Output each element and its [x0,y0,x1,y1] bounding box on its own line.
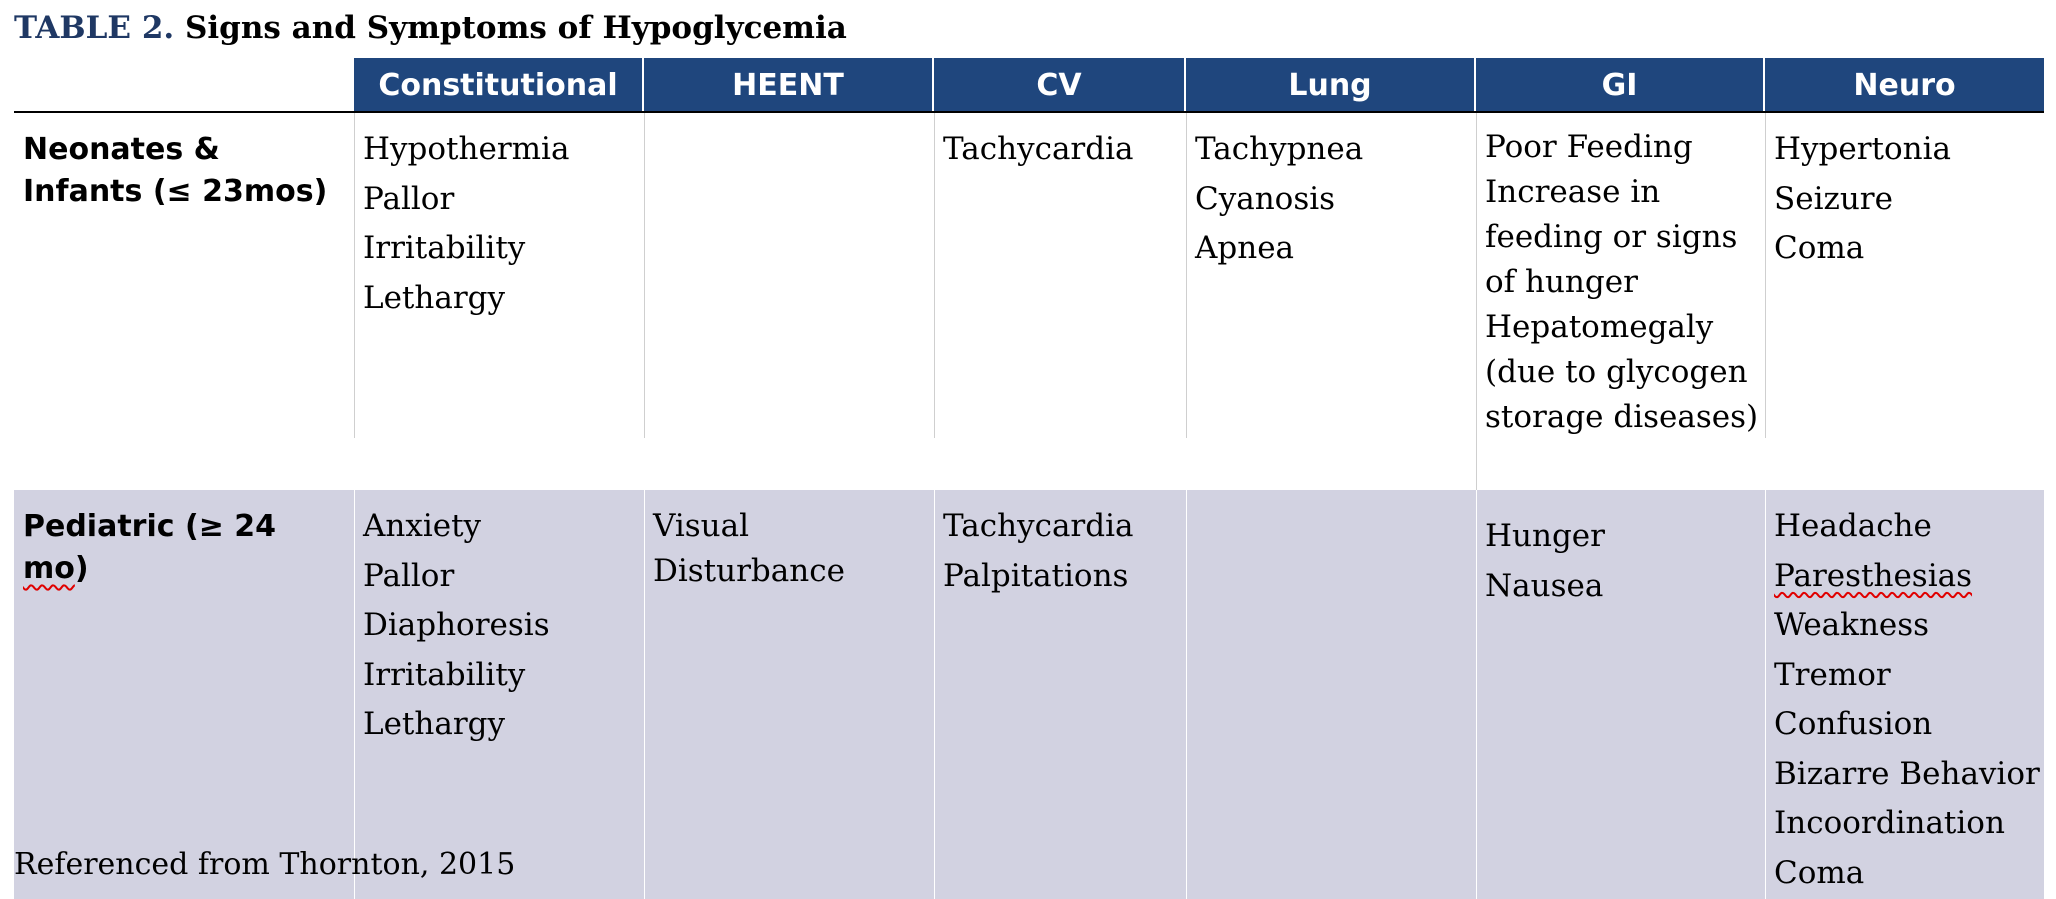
list-item: Apnea [1195,230,1295,266]
row-label-pediatric-close: ) [74,551,89,586]
list-item: Incoordination [1774,805,2005,841]
list-item: Hunger [1485,518,1605,554]
table-title-text: Signs and Symptoms of Hypoglycemia [185,10,847,46]
list-item: Diaphoresis [363,607,550,643]
row-label-pediatric-main: Pediatric (≥ 24 [23,509,277,544]
list-item: Irritability [363,656,526,693]
list-item: Hypothermia [363,131,570,167]
list-item: Tremor [1774,656,1891,693]
list-item: Irritability [363,230,526,266]
cell-neonates-gi [1476,113,1765,492]
list-item: Nausea [1485,567,1604,604]
list-item: Pallor [363,557,455,594]
list-item: Anxiety [363,508,482,544]
cell-pediatric-lung [1186,490,1476,899]
table-footnote: Referenced from Thornton, 2015 [14,847,516,882]
list-item: Headache [1774,508,1932,544]
cell-pediatric-constitutional [354,490,644,899]
header-blank [14,58,354,111]
cell-pediatric-cv [934,490,1186,899]
table-row-pediatric [14,490,2044,899]
table-row-neonates [14,113,2044,492]
cell-pediatric-neuro [1765,490,2044,899]
header-lung: Lung [1186,58,1476,111]
list-item: Weakness [1774,607,1930,643]
cell-pediatric-gi [1476,490,1765,899]
header-cv: CV [934,58,1186,111]
list-item: Hypertonia [1774,131,1952,167]
list-item: Seizure [1774,180,1893,217]
list-item: Poor Feeding [1485,129,1693,165]
list-item: Palpitations [943,557,1129,594]
cell-neonates-constitutional [354,113,644,438]
list-item: Lethargy [363,279,506,316]
header-heent: HEENT [644,58,934,111]
list-item: Increase in feeding or signs of hunger [1485,174,1738,300]
list-item: Paresthesias [1774,557,1973,594]
row-label-pediatric [14,490,354,899]
cell-neonates-cv [934,113,1186,438]
list-item: Coma [1774,854,1865,891]
cell-neonates-heent [644,113,934,438]
list-item: Tachypnea [1195,131,1364,167]
list-item: Lethargy [363,706,506,742]
list-item: Cyanosis [1195,180,1336,217]
header-neuro: Neuro [1765,58,2044,111]
list-item: Tachycardia [943,508,1134,544]
table-header-row [14,58,2044,111]
header-constitutional: Constitutional [354,58,644,111]
list-item: Pallor [363,180,455,217]
list-item: Hepatomegaly (due to glycogen storage diseases) [1485,309,1759,435]
list-item: Coma [1774,230,1865,266]
list-item: Confusion [1774,706,1933,742]
cell-neonates-neuro [1765,113,2044,438]
list-item: Visual Disturbance [653,508,845,589]
table-title-label: TABLE 2. [14,10,175,46]
row-label-neonates: Neonates & Infants (≤ 23mos) [23,132,328,209]
table-title [14,6,847,50]
row-label-pediatric-unit: mo [23,551,75,586]
list-item: Bizarre Behavior [1774,755,2040,792]
list-item: Tachycardia [943,131,1134,167]
cell-pediatric-heent [644,490,934,899]
cell-neonates-lung [1186,113,1476,438]
header-gi: GI [1476,58,1765,111]
